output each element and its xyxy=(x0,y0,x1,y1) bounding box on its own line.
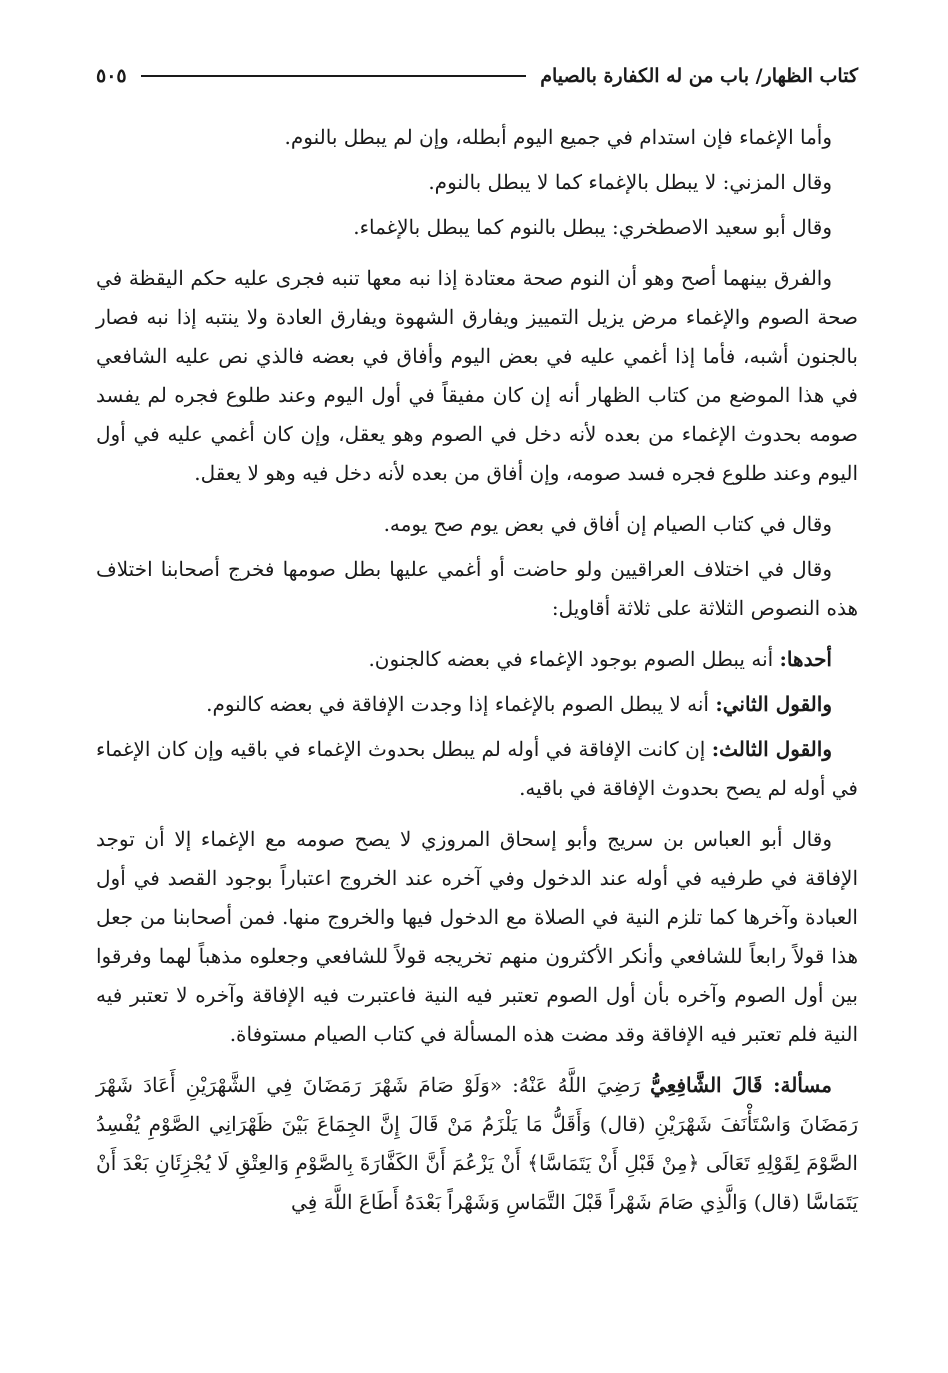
paragraph-lead: والقول الثالث: xyxy=(711,737,832,761)
paragraph-lead: مسألة: قَالَ الشَّافِعِيُّ xyxy=(650,1073,832,1097)
paragraph: والقول الثالث: إن كانت الإفاقة في أوله لم يبطل بحدوث الإغماء في باقيه وإن كان الإغماء في أوله لم يصح بحدوث الإفاقة في باقيه. xyxy=(96,737,858,800)
running-header xyxy=(96,58,858,94)
paragraph: وقال في كتاب الصيام إن أفاق في بعض يوم صح يومه. xyxy=(383,512,832,536)
page-number: ٥٠٥ xyxy=(96,65,127,87)
header-rule xyxy=(141,75,527,77)
paragraph-lead: والقول الثاني: xyxy=(715,692,832,716)
paragraph: وقال أبو العباس بن سريج وأبو إسحاق المروزي لا يصح صومه مع الإغماء إلا أن توجد الإفاقة في طرفيه في أوله عند الدخول وفي آخره عند الخروج اعتباراً بوجود القصد في أول العبادة وآخرها كما تلزم النية في الصلاة مع الدخول فيها والخروج منها. فمن أصحابنا من جعل هذا قولاً رابعاً للشافعي وأنكر الأكثرون منهم تخريجه قولاً للشافعي وجعلوه مذهباً لهما وفرقوا بين أول الصوم وآخره بأن أول الصوم تعتبر فيه النية فاعتبرت فيه الإفاقة وآخره لا تعتبر فيه النية فلم تعتبر فيه الإفاقة وقد مضت هذه المسألة في كتاب الصيام مستوفاة. xyxy=(96,827,858,1046)
paragraph: وقال في اختلاف العراقيين ولو حاضت أو أغمي عليها بطل صومها فخرج أصحابنا اختلاف هذه النصوص الثلاثة على ثلاثة أقاويل: xyxy=(96,557,858,620)
paragraph: وقال أبو سعيد الاصطخري: يبطل بالنوم كما يبطل بالإغماء. xyxy=(353,215,832,239)
header-title: كتاب الظهار/ باب من له الكفارة بالصيام xyxy=(540,65,858,87)
paragraph: والفرق بينهما أصح وهو أن النوم صحة معتادة إذا نبه معها تنبه فجرى عليه حكم اليقظة في صحة الصوم والإغماء مرض يزيل التمييز ويفارق الشهوة ويفارق العادة ولا ينتبه إذا نبه فصار بالجنون أشبه، فأما إذا أغمي عليه في بعض اليوم وأفاق في بعضه فالذي نص عليه الشافعي في هذا الموضع من كتاب الظهار أنه إن كان مفيقاً في أول اليوم وعند طلوع فجره لم يفسد صومه بحدوث الإغماء من بعده لأنه دخل في الصوم وهو يعقل، وإن كان أغمي عليه في أول اليوم وعند طلوع فجره فسد صومه، وإن أفاق من بعده لأنه دخل فيه وهو لا يعقل. xyxy=(96,266,859,485)
body-text xyxy=(96,118,858,1234)
paragraph-lead: أحدها: xyxy=(779,647,832,671)
paragraph: وأما الإغماء فإن استدام في جميع اليوم أبطله، وإن لم يبطل بالنوم. xyxy=(284,125,832,149)
paragraph-masala: مسألة: قَالَ الشَّافِعِيُّ رَضِيَ اللَّهُ عَنْهُ: «وَلَوْ صَامَ شَهْرَ رَمَضَانَ فِي الشَّهْرَيْنِ أَعَادَ شَهْرَ رَمَضَانَ وَاسْتَأْنَفَ شَهْرَيْنِ (قال) وَأَقَلُّ مَا يَلْزَمُ مَنْ قَالَ إِنَّ الجِمَاعَ بَيْنَ ظَهْرَانِي الصَّوْمِ يُفْسِدُ الصَّوْمَ لِقَوْلِهِ تَعَالَى ﴿مِنْ قَبْلِ أَنْ يَتَمَاسَّا﴾ أَنْ يَزْعُمَ أَنَّ الكَفَّارَةَ بِالصَّوْمِ وَالعِتْقِ لَا يُجْزِئَانِ بَعْدَ أَنْ يَتَمَاسَّا (قال) وَالَّذِي صَامَ شَهْراً قَبْلَ التَّمَاسِ وَشَهْراً بَعْدَهُ أَطَاعَ اللَّهَ فِي xyxy=(96,1073,858,1214)
paragraph: وقال المزني: لا يبطل بالإغماء كما لا يبطل بالنوم. xyxy=(428,170,832,194)
paragraph: والقول الثاني: أنه لا يبطل الصوم بالإغماء إذا وجدت الإفاقة في بعضه كالنوم. xyxy=(206,692,832,716)
paragraph: أحدها: أنه يبطل الصوم بوجود الإغماء في بعضه كالجنون. xyxy=(368,647,832,671)
